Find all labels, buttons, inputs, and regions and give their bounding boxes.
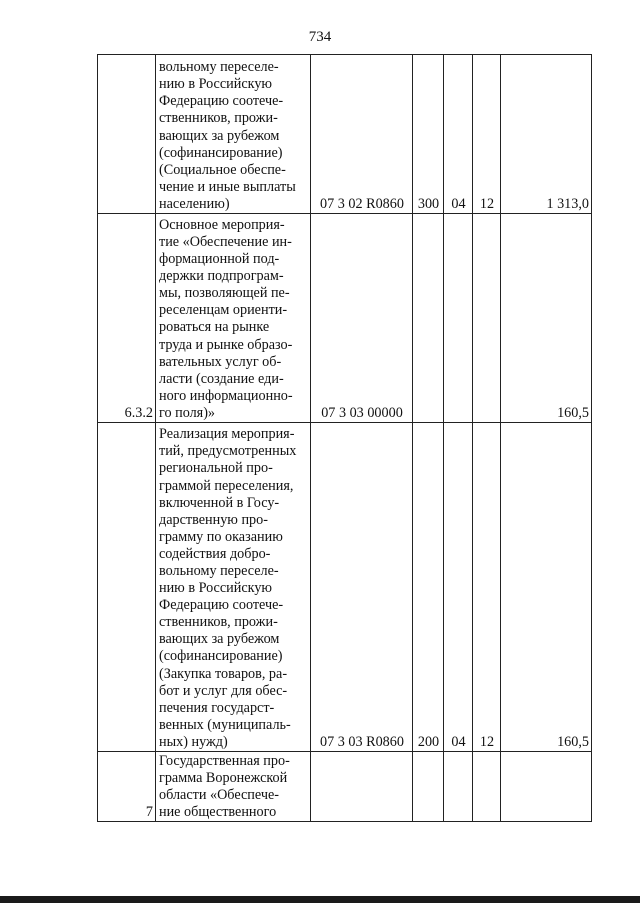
table-row: [98, 423, 592, 752]
target-code-cell: 07 3 02 R0860: [311, 55, 413, 214]
section-cell: [444, 214, 473, 423]
target-code-cell: [311, 752, 413, 822]
subsection-cell: 12: [473, 423, 501, 752]
expense-type-cell: 300: [413, 55, 444, 214]
table-row: [98, 55, 592, 214]
description-cell: вольному переселе- нию в Российскую Федерацию соотече- ственников, прожи- вающих за рубежом (софинансирование) (Социальное обеспе- чение и иные выплаты населению): [156, 55, 311, 214]
description-cell: Основное мероприя- тие «Обеспечение ин- формационной под- держки подпрограм- мы, позволяющей пе- реселенцам ориенти- роваться на рынке труда и рынке образо- вательных услуг об- ласти (создание еди- ного информационно- го поля)»: [156, 214, 311, 423]
amount-cell: [501, 752, 592, 822]
table-row: [98, 214, 592, 423]
amount-cell: 1 313,0: [501, 55, 592, 214]
subsection-cell: [473, 752, 501, 822]
description-cell: Реализация мероприя- тий, предусмотренных региональной про- граммой переселения, включенной в Госу- дарственную про- грамму по оказанию содействия добро- вольному переселе- нию в Российскую Федерацию соотече- ственников, прожи- вающих за рубежом (софинансирование) (Закупка товаров, ра- бот и услуг для обес- печения государст- венных (муниципаль- ных) нужд): [156, 423, 311, 752]
expense-type-cell: [413, 214, 444, 423]
section-cell: [444, 752, 473, 822]
scan-edge-bar: [0, 896, 640, 903]
row-number-cell: [98, 423, 156, 752]
section-cell: 04: [444, 55, 473, 214]
section-cell: 04: [444, 423, 473, 752]
subsection-cell: [473, 214, 501, 423]
amount-cell: 160,5: [501, 423, 592, 752]
description-cell: Государственная про- грамма Воронежской области «Обеспече- ние общественного: [156, 752, 311, 822]
target-code-cell: 07 3 03 R0860: [311, 423, 413, 752]
expense-type-cell: [413, 752, 444, 822]
table-row: [98, 752, 592, 822]
row-number-cell: 6.3.2: [98, 214, 156, 423]
row-number-cell: [98, 55, 156, 214]
budget-table: [97, 54, 592, 822]
row-number-cell: 7: [98, 752, 156, 822]
expense-type-cell: 200: [413, 423, 444, 752]
amount-cell: 160,5: [501, 214, 592, 423]
page-number: 734: [308, 29, 332, 45]
subsection-cell: 12: [473, 55, 501, 214]
target-code-cell: 07 3 03 00000: [311, 214, 413, 423]
